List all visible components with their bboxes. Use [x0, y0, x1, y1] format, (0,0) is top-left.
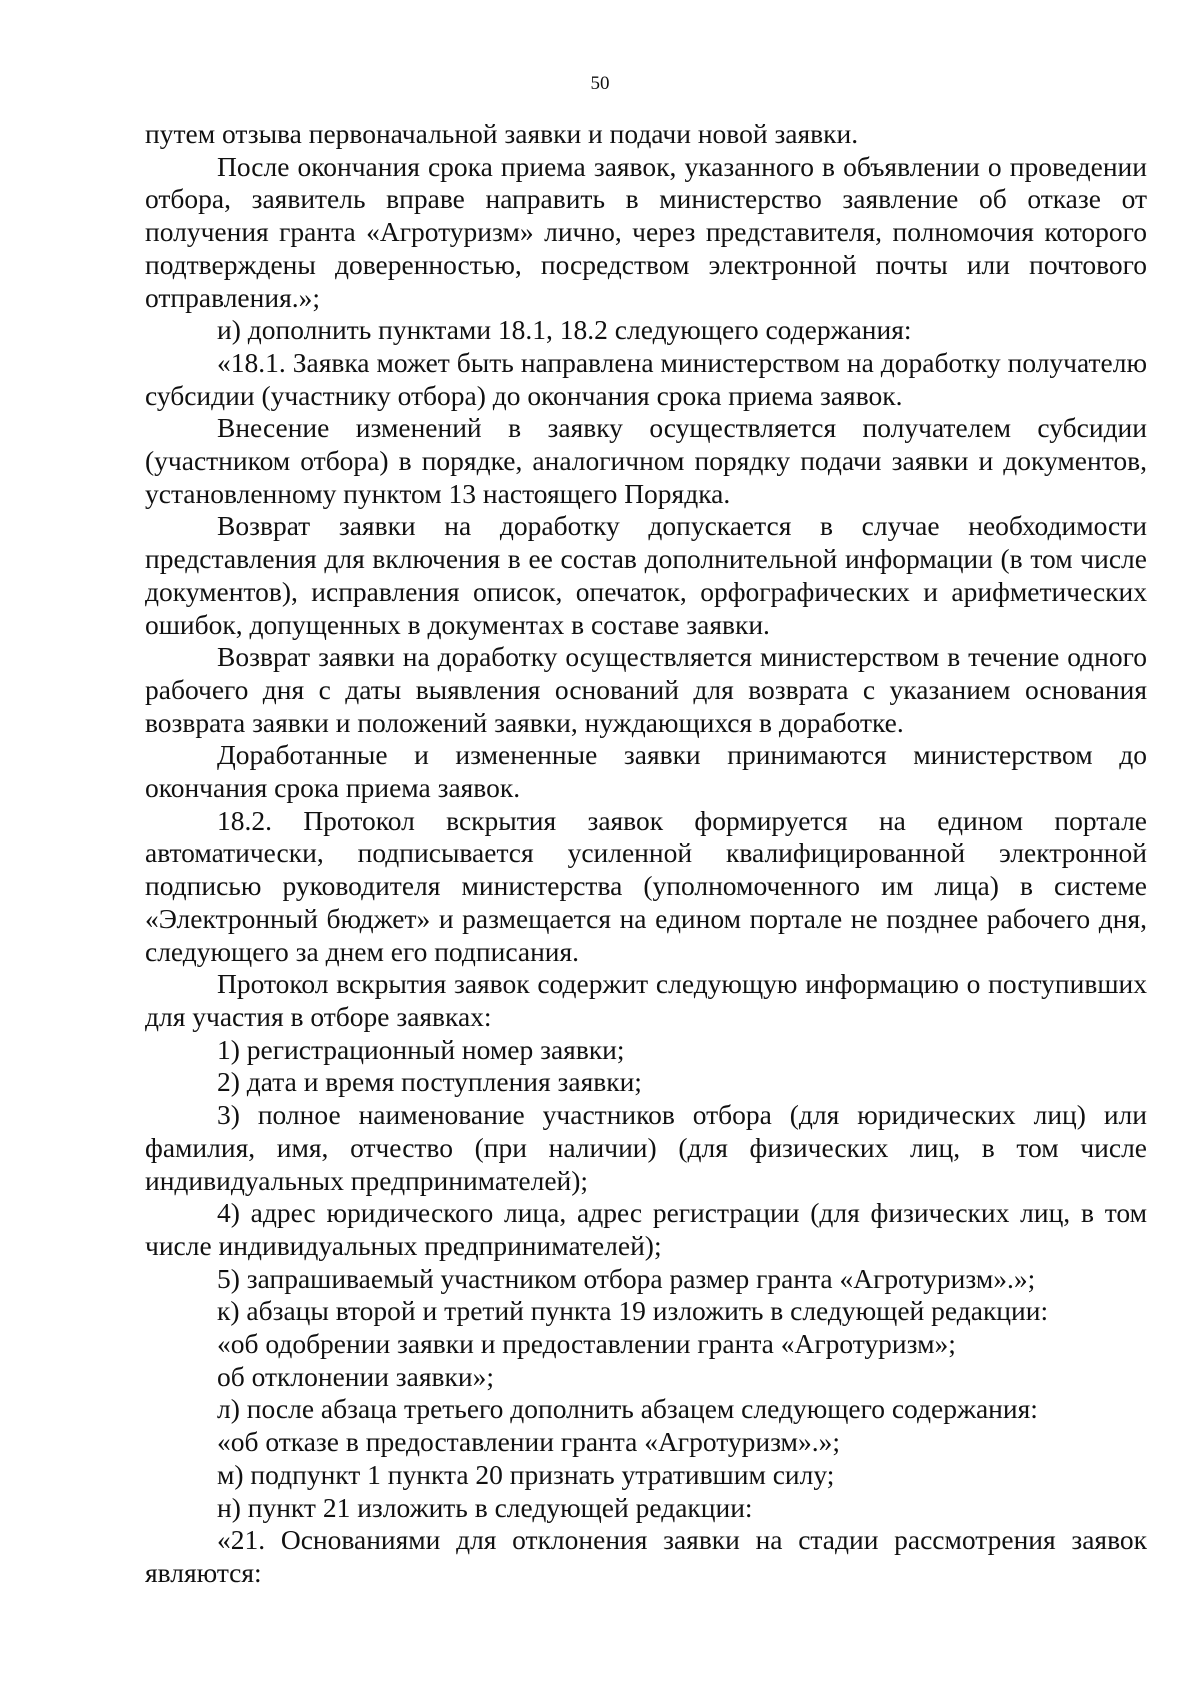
paragraph-application-changes: Внесение изменений в заявку осуществляется получателем субсидии (участником отбора) в порядке, аналогичном порядку подачи заявки и документов, установленному пунктом 13 настоящего Порядка. — [145, 412, 1147, 509]
paragraph-protocol-contents: Протокол вскрытия заявок содержит следующую информацию о поступивших для участия в отборе заявках: — [145, 968, 1147, 1032]
page-number: 50 — [590, 73, 610, 94]
paragraph-continuation: путем отзыва первоначальной заявки и подачи новой заявки. — [145, 118, 859, 149]
paragraph-revised-applications: Доработанные и измененные заявки принимаются министерством до окончания срока приема заявок. — [145, 739, 1147, 804]
paragraph-withdrawal-after-deadline: После окончания срока приема заявок, указанного в объявлении о проведении отбора, заявитель вправе направить в министерство заявление об отказе от получения гранта «Агротуризм» лично, через представителя, полномочия которого подтверждены доверенностью, посредством электронной почты или почтового отправления.»; — [145, 150, 1147, 313]
list-item: 5) запрашиваемый участником отбора размер гранта «Агротуризм».»; — [217, 1262, 1036, 1294]
paragraph-amendment-l: л) после абзаца третьего дополнить абзацем следующего содержания: — [217, 1393, 1038, 1425]
paragraph-amendment-m: м) подпункт 1 пункта 20 признать утратившим силу; — [217, 1458, 835, 1490]
list-item: 3) полное наименование участников отбора (для юридических лиц) или фамилия, имя, отчество (при наличии) (для физических лиц, в том числе индивидуальных предпринимателей); — [145, 1099, 1147, 1196]
paragraph-return-procedure: Возврат заявки на доработку осуществляется министерством в течение одного рабочего дня с даты выявления оснований для возврата с указанием основания возврата заявки и положений заявки, нуждающихся в доработке. — [145, 641, 1147, 738]
paragraph-rejection-clause: об отклонении заявки»; — [217, 1360, 494, 1392]
list-item: 1) регистрационный номер заявки; — [217, 1033, 625, 1065]
paragraph-amendment-n: н) пункт 21 изложить в следующей редакции: — [217, 1491, 753, 1523]
paragraph-approval-clause: «об одобрении заявки и предоставлении гранта «Агротуризм»; — [217, 1328, 956, 1360]
paragraph-18-2: 18.2. Протокол вскрытия заявок формируется на едином портале автоматически, подписывается усиленной квалифицированной электронной подписью руководителя министерства (уполномоченного им лица) в системе «Электронный бюджет» и размещается на едином портале не позднее рабочего дня, следующего за днем его подписания. — [145, 804, 1147, 967]
paragraph-amendment-i: и) дополнить пунктами 18.1, 18.2 следующего содержания: — [217, 314, 912, 346]
paragraph-refusal-clause: «об отказе в предоставлении гранта «Агротуризм».»; — [217, 1426, 840, 1458]
list-item: 4) адрес юридического лица, адрес регистрации (для физических лиц, в том числе индивидуальных предпринимателей); — [145, 1197, 1147, 1261]
paragraph-return-conditions: Возврат заявки на доработку допускается в случае необходимости представления для включения в ее состав дополнительной информации (в том числе документов), исправления описок, опечаток, орфографических и арифметических ошибок, допущенных в документах в составе заявки. — [145, 510, 1147, 640]
paragraph-21: «21. Основаниями для отклонения заявки на стадии рассмотрения заявок являются: — [145, 1524, 1147, 1588]
document-body — [145, 118, 1147, 1590]
paragraph-18-1: «18.1. Заявка может быть направлена министерством на доработку получателю субсидии (участнику отбора) до окончания срока приема заявок. — [145, 346, 1147, 411]
paragraph-amendment-k: к) абзацы второй и третий пункта 19 изложить в следующей редакции: — [217, 1295, 1049, 1327]
list-item: 2) дата и время поступления заявки; — [217, 1066, 642, 1098]
